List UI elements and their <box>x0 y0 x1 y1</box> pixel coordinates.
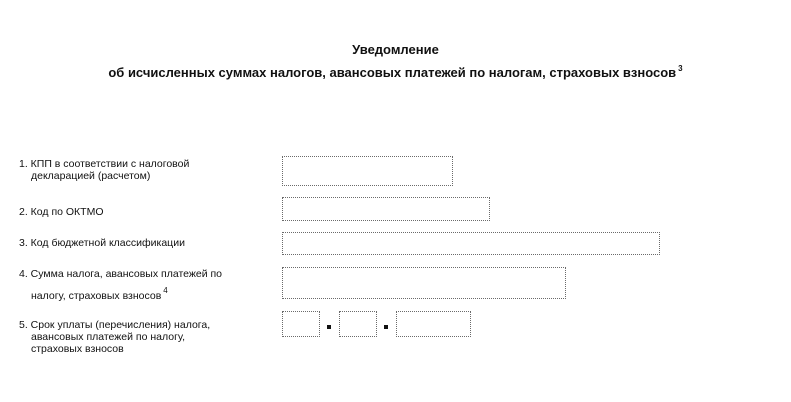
date-separator-dot <box>327 325 331 329</box>
field-amount-label-line2 <box>19 285 274 302</box>
field-oktmo-label <box>19 206 274 218</box>
field-kpp-label-line2: декларацией (расчетом) <box>31 170 151 182</box>
document-title: Уведомление <box>352 42 439 57</box>
field-due-date-label <box>19 319 274 355</box>
field-kpp-label-line1: 1. КПП в соответствии с налоговой <box>19 158 190 170</box>
document-subtitle-text: об исчисленных суммах налогов, авансовых платежей по налогам, страховых взносов <box>108 65 677 80</box>
field-kbk-label <box>19 237 274 249</box>
oktmo-input[interactable] <box>282 197 490 221</box>
kbk-input[interactable] <box>282 232 660 255</box>
due-year-input[interactable] <box>396 311 471 337</box>
field-amount-label-text: налогу, страховых взносов <box>31 290 162 302</box>
document-subtitle <box>0 64 791 80</box>
field-due-date-label-line3: страховых взносов <box>31 343 124 355</box>
date-separator-dot <box>384 325 388 329</box>
field-kpp-label <box>19 158 274 182</box>
amount-input[interactable] <box>282 267 566 299</box>
footnote-4: 4 <box>163 286 168 295</box>
footnote-3: 3 <box>678 64 683 73</box>
field-amount-label <box>19 268 274 302</box>
field-due-date-label-line2: авансовых платежей по налогу, <box>31 331 186 343</box>
due-month-input[interactable] <box>339 311 377 337</box>
field-oktmo-label-line1: 2. Код по ОКТМО <box>19 206 104 218</box>
field-kbk-label-line1: 3. Код бюджетной классификации <box>19 237 185 249</box>
field-due-date-label-line1: 5. Срок уплаты (перечисления) налога, <box>19 319 211 331</box>
due-day-input[interactable] <box>282 311 320 337</box>
field-amount-label-line1: 4. Сумма налога, авансовых платежей по <box>19 268 223 280</box>
kpp-input[interactable] <box>282 156 453 186</box>
